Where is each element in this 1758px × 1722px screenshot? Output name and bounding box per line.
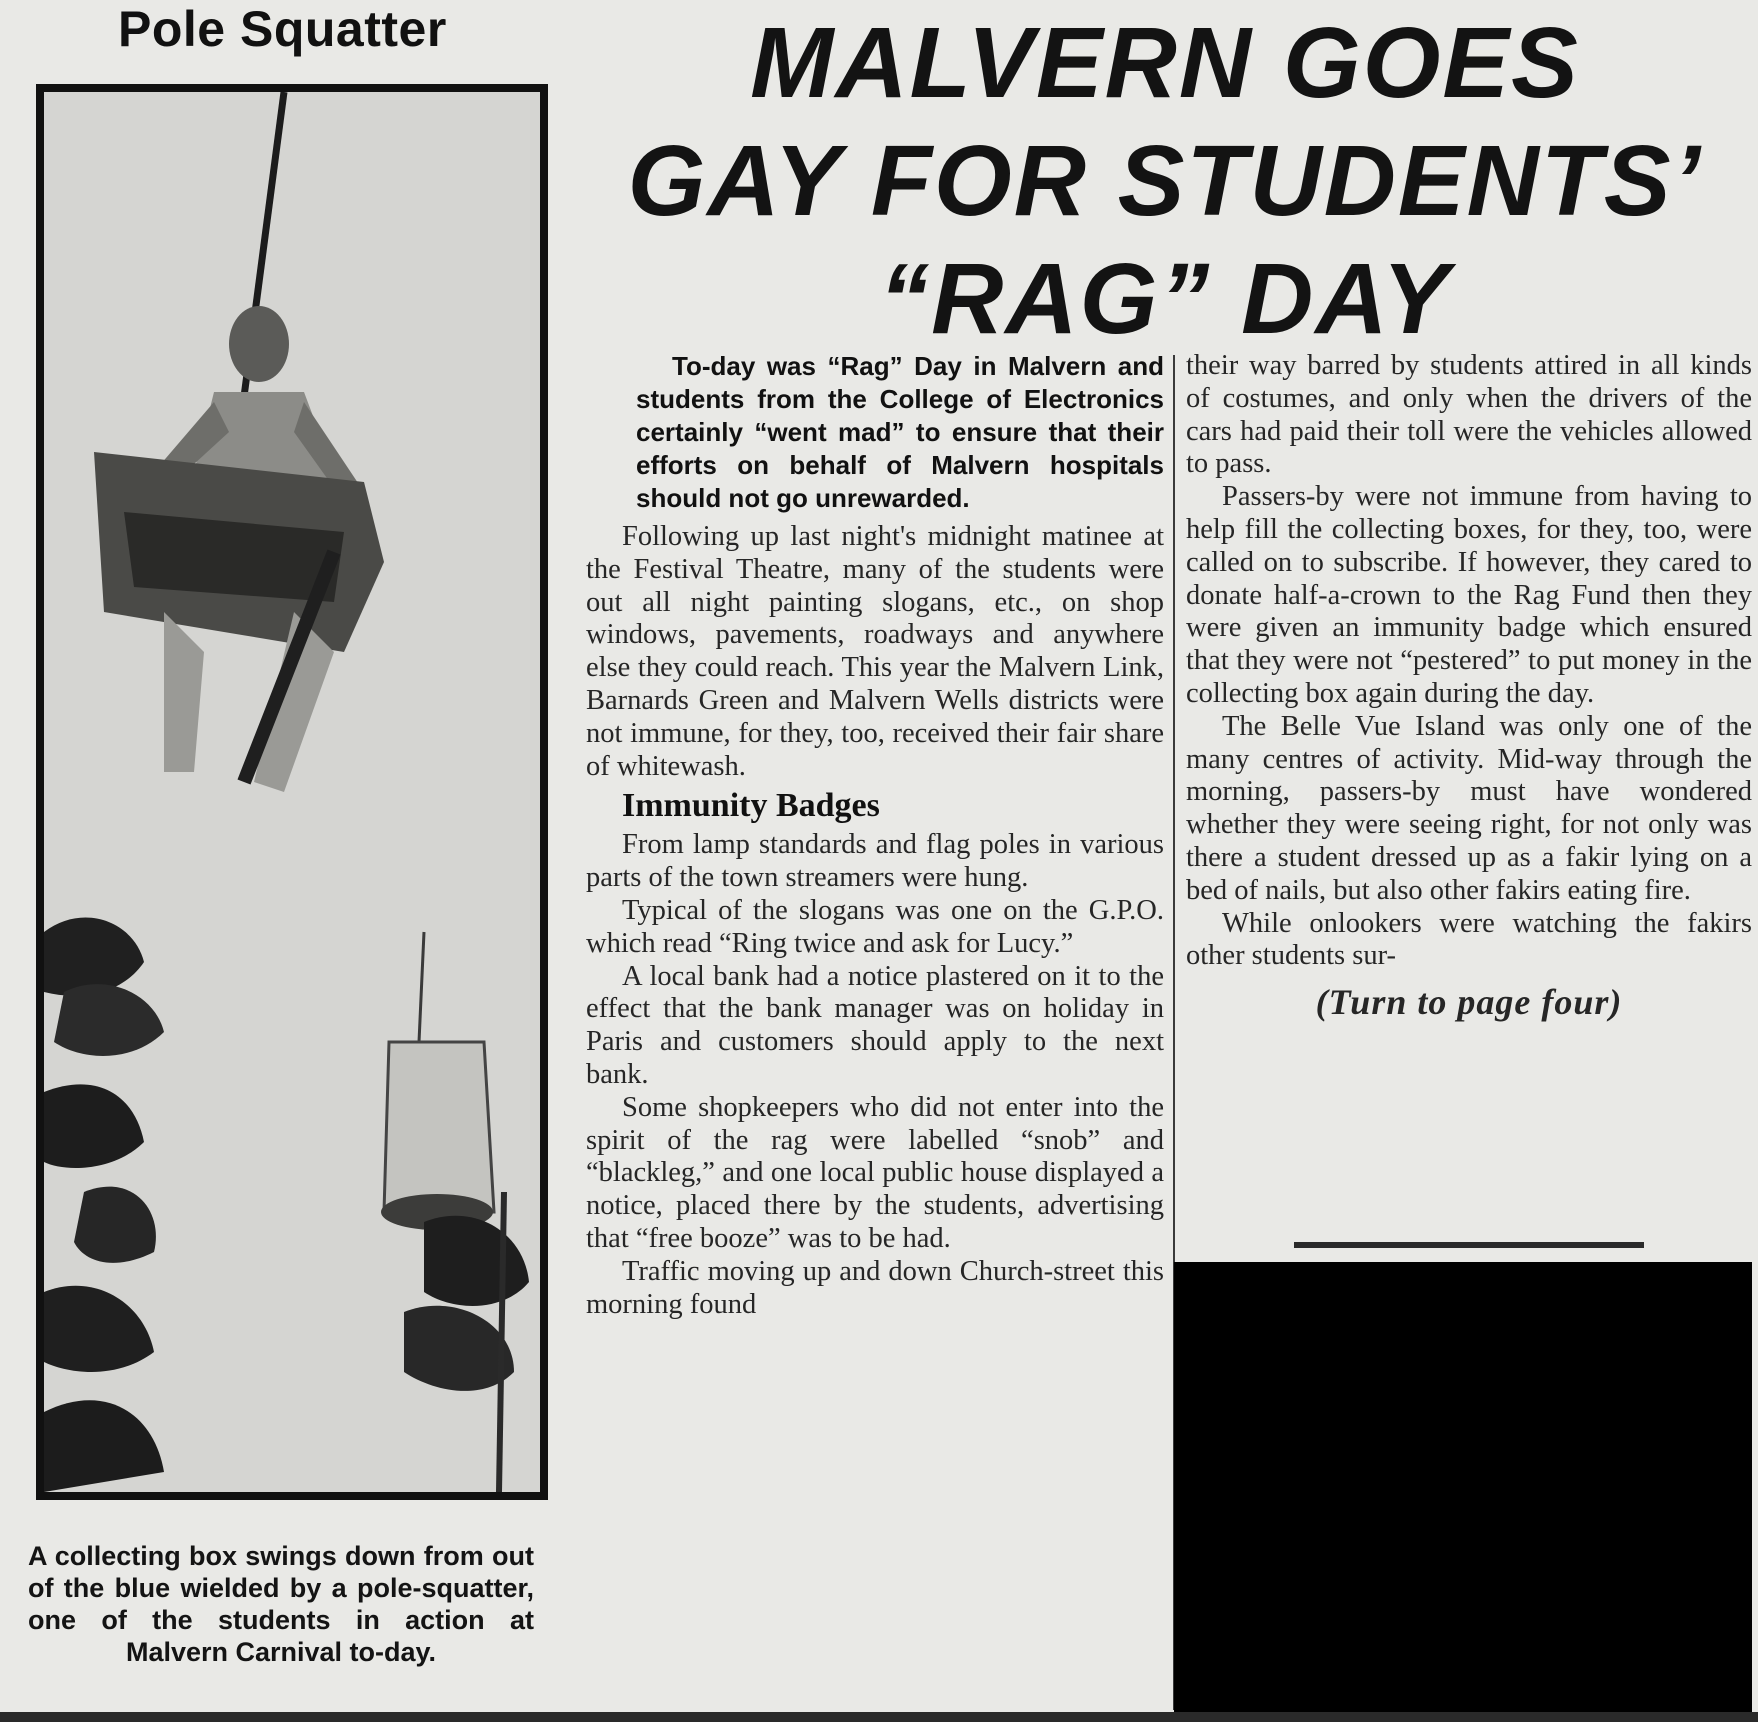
redacted-block bbox=[1174, 1262, 1752, 1722]
article-paragraph: The Belle Vue Island was only one of the many centres of activity. Mid-way through the morning, passers-by must have wondered whether they were seeing right, for not only was there a student dressed up as a fakir lying on a bed of nails, but also other fakirs eating fire. bbox=[1186, 710, 1752, 906]
bottom-border bbox=[0, 1712, 1758, 1722]
article-paragraph: From lamp standards and flag poles in various parts of the town streamers were hung. bbox=[586, 829, 1164, 894]
end-rule bbox=[1294, 1242, 1644, 1248]
article-paragraph: A local bank had a notice plastered on it to the effect that the bank manager was on holiday in Paris and customers should apply to the next bank. bbox=[586, 960, 1164, 1090]
headline-line-3: “RAG” DAY bbox=[879, 243, 1451, 355]
article-paragraph: Traffic moving up and down Church-street this morning found bbox=[586, 1255, 1164, 1320]
article-column-1 bbox=[586, 350, 1164, 1321]
photo-caption: A collecting box swings down from out of the blue wielded by a pole-squatter, one of the students in action at Malvern Carnival to-day. bbox=[28, 1541, 534, 1667]
pole-squatter-photo bbox=[36, 84, 548, 1500]
photo-illustration bbox=[44, 92, 540, 1492]
article-paragraph: their way barred by students attired in all kinds of costumes, and only when the drivers of the cars had paid their toll were the vehicles allowed to pass. bbox=[1186, 350, 1752, 480]
photo-label: Pole Squatter bbox=[118, 1, 447, 57]
headline-line-2: GAY FOR STUDENTS’ bbox=[627, 125, 1703, 237]
article-subheading: Immunity Badges bbox=[622, 787, 880, 825]
article-paragraph: Passers-by were not immune from having to help fill the collecting boxes, for they, too, were called on to subscribe. If however, they cared to donate half-a-crown to the Rag Fund then they were given an immunity badge which ensured that they were not “pestered” to put money in the collecting box again during the day. bbox=[1186, 481, 1752, 709]
continued-notice: (Turn to page four) bbox=[1315, 982, 1623, 1023]
headline bbox=[580, 4, 1750, 358]
article-paragraph: While onlookers were watching the fakirs other students sur- bbox=[1186, 907, 1752, 972]
article-paragraph: Typical of the slogans was one on the G.P.O. which read “Ring twice and ask for Lucy.” bbox=[586, 894, 1164, 959]
article-intro: To-day was “Rag” Day in Malvern and students from the College of Electronics certainly “went mad” to ensure that their efforts on behalf of Malvern hospitals should not go unrewarded. bbox=[636, 351, 1164, 513]
article-column-2 bbox=[1186, 350, 1752, 1027]
article-paragraph: Some shopkeepers who did not enter into the spirit of the rag were labelled “snob” and “blackleg,” and one local public house displayed a notice, placed there by the students, advertising that “free booze” was to be had. bbox=[586, 1091, 1164, 1254]
headline-line-1: MALVERN GOES bbox=[750, 7, 1580, 119]
article-paragraph: Following up last night's midnight matinee at the Festival Theatre, many of the students were out all night painting slogans, etc., on shop windows, pavements, roadways and anywhere else they could reach. This year the Malvern Link, Barnards Green and Malvern Wells districts were not immune, for they, too, received their fair share of whitewash. bbox=[586, 521, 1164, 782]
